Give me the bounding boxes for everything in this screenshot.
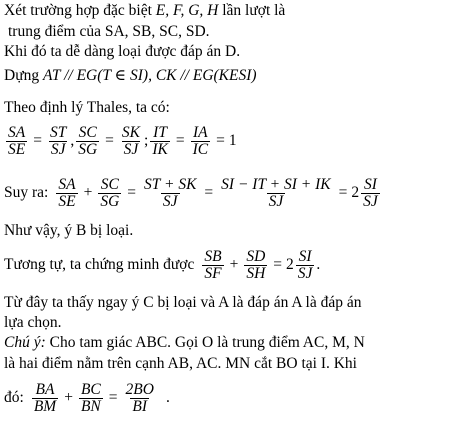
numerator: SB [204, 247, 222, 265]
line-12-text: Cho tam giác ABC. Gọi O là trung điểm AC, M, N [45, 334, 365, 351]
text-line-5: Theo định lý Thales, ta có: [4, 99, 170, 116]
text-line-3: Khi đó ta dễ dàng loại được đáp án D. [4, 43, 241, 60]
semicolon: ; [144, 132, 149, 149]
denominator: SG [78, 140, 98, 158]
numerator: SC [100, 175, 119, 193]
fraction [120, 125, 142, 158]
fraction [202, 249, 223, 282]
fraction [32, 382, 58, 415]
equals-sign: = [175, 132, 185, 149]
tuong-tu-label: Tương tự, ta chứng minh được [4, 256, 195, 273]
fraction [76, 125, 99, 158]
denominator: BN [80, 397, 101, 415]
comma: , [70, 132, 75, 149]
line-4-text: Dựng [4, 67, 40, 84]
equals-sign: = [338, 184, 348, 201]
numerator: SD [246, 247, 266, 265]
equals-sign: = [108, 389, 118, 406]
denominator: SG [100, 192, 120, 210]
denominator: SF [204, 264, 222, 282]
fraction [98, 177, 121, 210]
equals-sign: = [204, 184, 214, 201]
denominator: SE [58, 192, 76, 210]
fraction [124, 382, 156, 415]
numerator: SI [298, 247, 312, 265]
equals-sign: = [33, 132, 42, 149]
numerator: SI − IT + SI + IK [221, 175, 331, 193]
numerator: SA [58, 175, 76, 193]
numerator: IA [193, 123, 208, 141]
numerator: BC [80, 380, 101, 398]
fraction [361, 177, 380, 210]
fraction [142, 177, 198, 210]
text-line-2: trung điểm của SA, SB, SC, SD. [8, 23, 210, 40]
numerator: SI [363, 175, 377, 193]
fraction [79, 382, 103, 415]
period: . [316, 256, 321, 273]
numerator: SA [8, 123, 26, 141]
equals-sign: = [127, 184, 137, 201]
fraction [296, 249, 315, 282]
numerator: ST [49, 123, 67, 141]
plus-sign: + [229, 256, 239, 273]
text-line-12 [4, 334, 365, 352]
denominator: BM [33, 397, 57, 415]
chu-y-label: Chú ý: [4, 334, 46, 351]
numerator: IT [153, 123, 167, 141]
line-1-text-b: lần lượt là [222, 2, 286, 19]
text-line-11: lựa chọn. [4, 314, 62, 331]
denominator: SJ [268, 192, 284, 210]
fraction [150, 125, 170, 158]
coefficient: 2 [351, 184, 360, 201]
equation-rhs: 1 [228, 132, 237, 149]
text-line-8: Như vậy, ý B bị loại. [4, 222, 134, 239]
denominator: SJ [123, 140, 139, 158]
text-line-13: là hai điểm nằm trên cạnh AB, AC. MN cắt BO tại I. Khi [4, 355, 357, 372]
equals-sign: = [105, 132, 114, 149]
line-1-text-a: Xét trường hợp đặc biệt [4, 2, 152, 19]
equals-sign: = [273, 256, 283, 273]
line-1-math: E, F, G, H [155, 2, 219, 19]
plus-sign: + [83, 184, 93, 201]
numerator: 2BO [125, 380, 154, 398]
denominator: IK [152, 140, 168, 158]
suy-ra-label: Suy ra: [4, 184, 49, 201]
line-4-math-b: (T ∈ SI) [97, 67, 149, 84]
plus-sign: + [64, 389, 73, 406]
fraction [6, 125, 27, 158]
line-4-math-c: , CK // EG [148, 67, 214, 84]
numerator: SC [78, 123, 97, 141]
denominator: SE [8, 140, 26, 158]
fraction [48, 125, 68, 158]
period: . [165, 389, 170, 406]
denominator: BI [132, 397, 148, 415]
denominator: IC [192, 140, 209, 158]
equation-chu-y [4, 376, 170, 420]
fraction [219, 177, 332, 210]
equation-suy-ra [4, 171, 382, 215]
equation-tuong-tu [4, 243, 320, 287]
do-label: đó: [4, 389, 24, 406]
equals-sign: = [216, 132, 225, 149]
fraction [244, 249, 267, 282]
text-line-1 [4, 2, 285, 20]
line-4-math-a: AT // EG [42, 67, 98, 84]
text-line-10: Từ đây ta thấy ngay ý C bị loại và A là đáp án A là đáp án [4, 294, 362, 311]
denominator: SH [246, 264, 266, 282]
denominator: SJ [50, 140, 66, 158]
denominator: SJ [363, 192, 378, 210]
fraction [56, 177, 77, 210]
numerator: BA [35, 380, 55, 398]
numerator: ST + SK [144, 175, 197, 193]
line-4-math-d: (KESI) [213, 67, 257, 84]
numerator: SK [121, 123, 141, 141]
fraction [191, 125, 211, 158]
equation-thales [4, 121, 237, 161]
denominator: SJ [297, 264, 313, 282]
text-line-4 [4, 67, 257, 85]
coefficient: 2 [286, 256, 294, 273]
denominator: SJ [162, 192, 178, 210]
